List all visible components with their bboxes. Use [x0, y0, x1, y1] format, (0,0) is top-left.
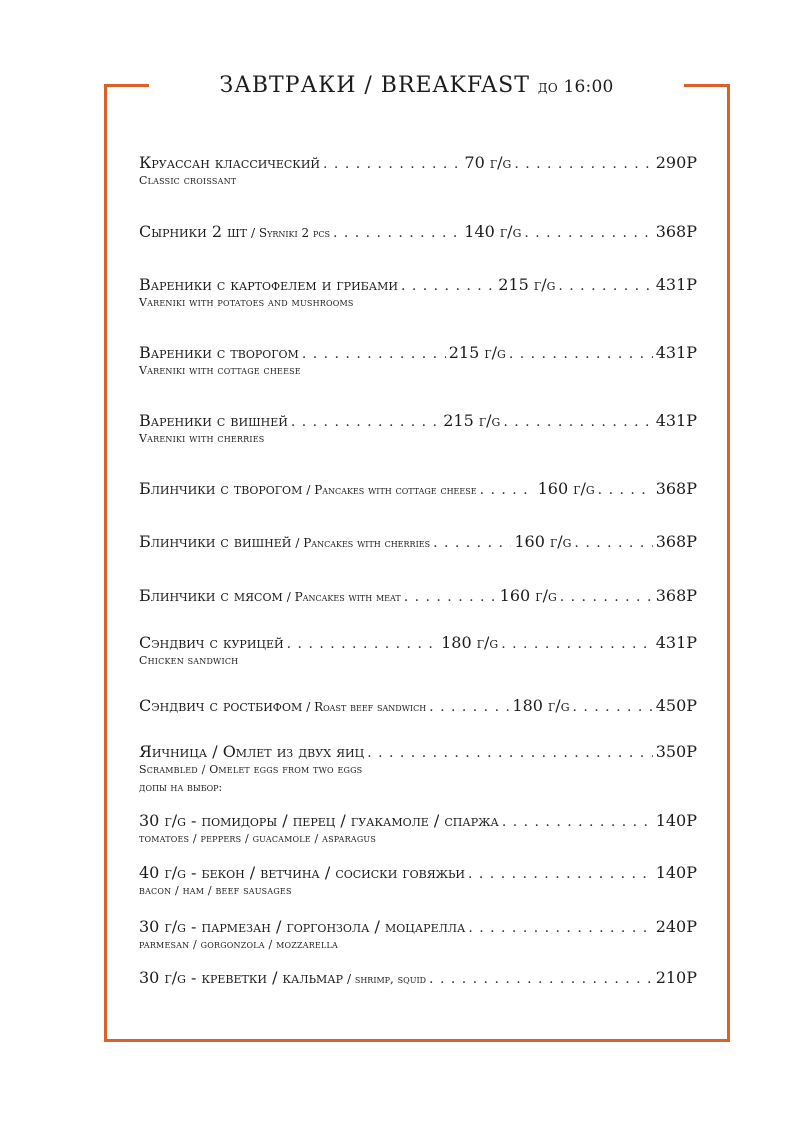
menu-item-price: 240Р — [655, 917, 697, 936]
menu-item-line — [139, 862, 697, 884]
menu-item-line — [139, 274, 697, 296]
menu-item-line — [139, 342, 697, 364]
menu-item-weight: 160 г/g — [514, 532, 572, 551]
menu-item — [139, 741, 697, 795]
dot-leader — [433, 532, 511, 554]
menu-item-line — [139, 916, 697, 938]
dot-leader — [323, 153, 461, 175]
menu-item-note: допы на выбор: — [139, 781, 223, 794]
menu-item-name: Блинчики с мясом — [139, 586, 283, 605]
dot-leader — [598, 479, 653, 501]
menu-item-english: / Pancakes with cherries — [295, 536, 431, 550]
menu-item — [139, 531, 697, 553]
menu-item-english: / Syrniki 2 pcs — [251, 226, 330, 240]
menu-item-weight: 215 г/g — [448, 343, 506, 362]
menu-item — [139, 632, 697, 668]
menu-title-text: ЗАВТРАКИ / BREAKFAST — [219, 73, 530, 98]
menu-item — [139, 221, 697, 243]
menu-item-price: 368Р — [655, 586, 698, 605]
dot-leader — [401, 275, 495, 297]
menu-item-weight: 160 г/g — [537, 479, 595, 498]
menu-item-name: 30 г/g - креветки / кальмар — [139, 968, 343, 987]
menu-title — [160, 72, 673, 101]
dot-leader — [468, 863, 653, 885]
menu-item-subtitle: bacon / ham / beef sausages — [139, 884, 292, 897]
menu-item-name: Сэндвич с курицей — [139, 633, 284, 652]
menu-item-line — [139, 741, 697, 763]
menu-item-subtitle: Vareniki with cottage cheese — [139, 364, 301, 377]
menu-item-line — [139, 810, 697, 832]
menu-time: до 16:00 — [537, 77, 614, 97]
menu-item — [139, 585, 697, 607]
menu-item — [139, 810, 697, 846]
menu-item-name: Вареники с творогом — [139, 343, 299, 362]
menu-item — [139, 342, 697, 378]
menu-item — [139, 967, 697, 989]
frame-top-right — [684, 84, 730, 87]
menu-item-line — [139, 478, 697, 500]
frame-left — [104, 84, 107, 1042]
menu-item-subtitle: Scrambled / Omelet eggs from two eggs — [139, 763, 363, 776]
menu-item-price: 431Р — [655, 633, 698, 652]
dot-leader — [429, 696, 509, 718]
menu-item-name: 40 г/g - бекон / ветчина / сосиски говяжьи — [139, 863, 465, 882]
menu-item — [139, 478, 697, 500]
menu-item-price: 450Р — [655, 696, 698, 715]
dot-leader — [558, 275, 652, 297]
dot-leader — [572, 696, 652, 718]
dot-leader — [333, 222, 461, 244]
dot-leader — [367, 742, 652, 764]
menu-item-name: Сэндвич с ростбифом — [139, 696, 303, 715]
menu-item-name: 30 г/g - помидоры / перец / гуакамоле / спаржа — [139, 811, 499, 830]
dot-leader — [514, 153, 652, 175]
dot-leader — [503, 411, 652, 433]
menu-item-price: 140Р — [655, 863, 697, 882]
menu-item-weight: 215 г/g — [443, 411, 501, 430]
menu-item — [139, 862, 697, 898]
menu-item-subtitle: tomatoes / peppers / guacamole / asparagus — [139, 832, 377, 845]
menu-item-price: 350Р — [655, 742, 697, 761]
menu-item-name: 30 г/g - пармезан / горгонзола / моцарелла — [139, 917, 466, 936]
menu-item-price: 431Р — [655, 275, 698, 294]
menu-item-line — [139, 531, 697, 553]
dot-leader — [480, 479, 535, 501]
menu-item-line — [139, 410, 697, 432]
dot-leader — [502, 811, 653, 833]
menu-item-weight: 180 г/g — [512, 696, 570, 715]
menu-item-line — [139, 585, 697, 607]
menu-item-english: / Roast beef sandwich — [306, 700, 427, 714]
menu-item-line — [139, 632, 697, 654]
menu-item-subtitle: parmesan / gorgonzola / mozzarella — [139, 938, 338, 951]
menu-item-name: Блинчики с вишней — [139, 532, 292, 551]
menu-item — [139, 274, 697, 310]
dot-leader — [501, 633, 652, 655]
menu-item-weight: 70 г/g — [464, 153, 512, 172]
frame-bottom — [104, 1039, 730, 1042]
menu-item — [139, 152, 697, 188]
menu-item-subtitle: Chicken sandwich — [139, 654, 239, 667]
menu-item-subtitle: Classic croissant — [139, 174, 237, 187]
dot-leader — [468, 917, 652, 939]
menu-item-price: 290Р — [655, 153, 698, 172]
menu-item-weight: 215 г/g — [498, 275, 556, 294]
dot-leader — [429, 968, 653, 990]
menu-item-line — [139, 152, 697, 174]
frame-top-left — [104, 84, 149, 87]
menu-item-price: 368Р — [655, 222, 697, 241]
menu-item-subtitle: Vareniki with potatoes and mushrooms — [139, 296, 354, 309]
menu-item-weight: 160 г/g — [499, 586, 557, 605]
dot-leader — [560, 586, 653, 608]
menu-item-price: 431Р — [655, 343, 698, 362]
dot-leader — [404, 586, 497, 608]
dot-leader — [291, 411, 440, 433]
menu-item-price: 368Р — [655, 479, 697, 498]
menu-item-weight: 140 г/g — [464, 222, 522, 241]
menu-item-line — [139, 221, 697, 243]
menu-item — [139, 410, 697, 446]
dot-leader — [574, 532, 652, 554]
menu-item-name: Круассан классический — [139, 153, 321, 172]
frame-right — [727, 84, 730, 1042]
menu-item-name: Яичница / Омлет из двух яиц — [139, 742, 365, 761]
menu-item-name: Блинчики с творогом — [139, 479, 303, 498]
dot-leader — [302, 343, 446, 365]
menu-item-name: Сырники 2 шт — [139, 222, 247, 241]
menu-item-name: Вареники с вишней — [139, 411, 288, 430]
dot-leader — [287, 633, 438, 655]
menu-item-english: / shrimp, squid — [346, 972, 427, 986]
menu-item-english: / Pancakes with cottage cheese — [306, 483, 477, 497]
dot-leader — [509, 343, 653, 365]
menu-item-price: 368Р — [655, 532, 697, 551]
menu-item-price: 431Р — [655, 411, 697, 430]
menu-item-price: 210Р — [655, 968, 697, 987]
dot-leader — [524, 222, 652, 244]
menu-item-english: / Pancakes with meat — [286, 590, 401, 604]
menu-item-weight: 180 г/g — [441, 633, 499, 652]
menu-item-subtitle: Vareniki with cherries — [139, 432, 265, 445]
menu-item — [139, 916, 697, 952]
menu-item — [139, 695, 697, 717]
menu-item-name: Вареники с картофелем и грибами — [139, 275, 398, 294]
menu-item-price: 140Р — [655, 811, 697, 830]
menu-item-line — [139, 967, 697, 989]
menu-item-line — [139, 695, 697, 717]
